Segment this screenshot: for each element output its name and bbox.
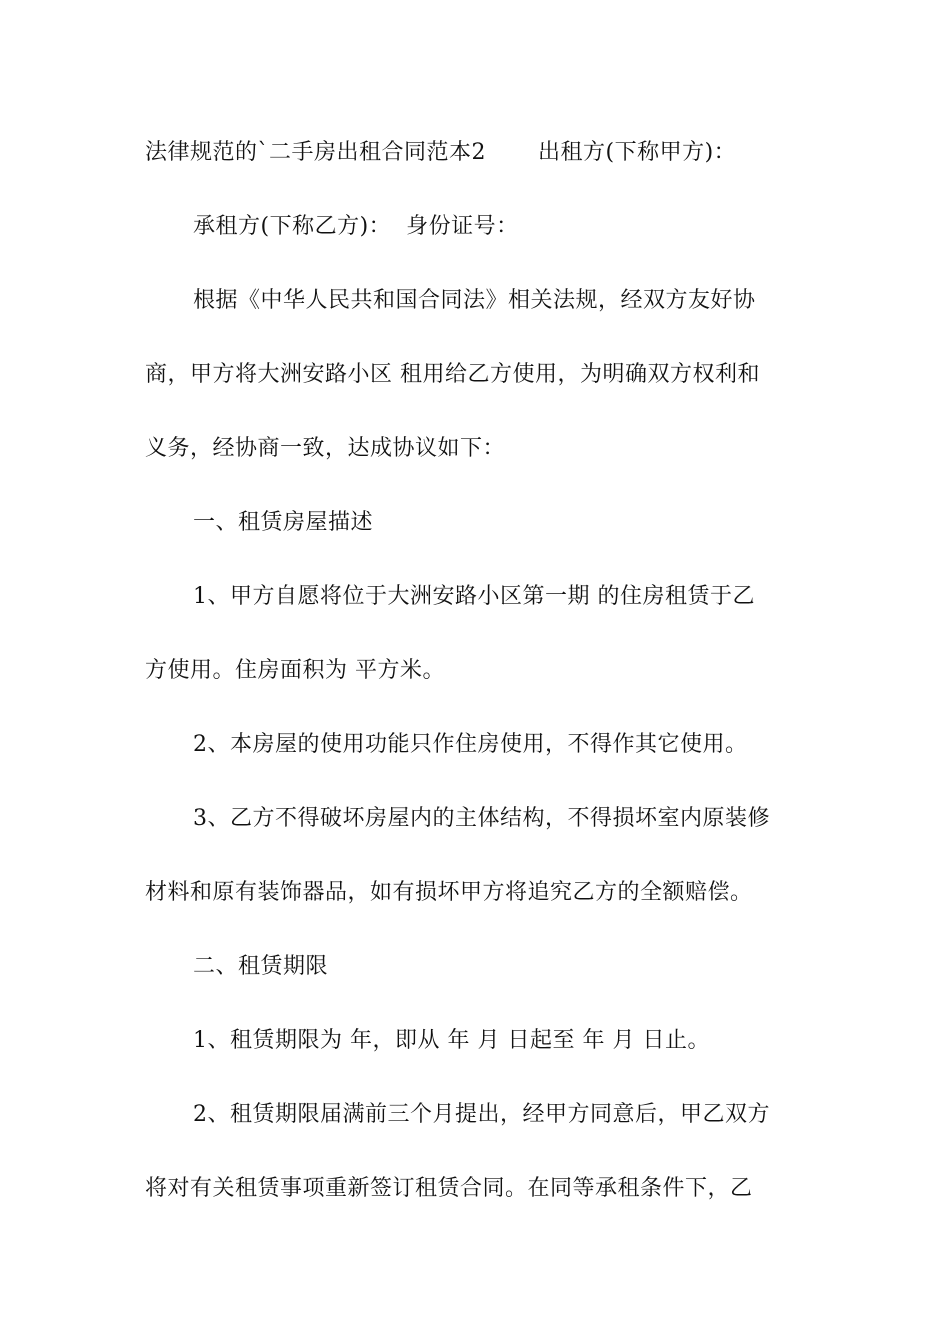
id-number-label: 身份证号：	[406, 214, 519, 239]
paragraph-line: 义务，经协商一致，达成协议如下：	[145, 436, 506, 461]
document-title: 法律规范的`二手房出租合同范本2	[145, 140, 486, 165]
paragraph-line: 2、本房屋的使用功能只作住房使用，不得作其它使用。	[193, 732, 748, 757]
lessee-line	[193, 212, 825, 242]
title-line	[145, 138, 825, 168]
paragraph-line: 3、乙方不得破坏房屋内的主体结构，不得损坏室内原装修	[193, 806, 770, 831]
paragraph-line: 1、租赁期限为 年，即从 年 月 日起至 年 月 日止。	[193, 1028, 710, 1053]
paragraph-line: 将对有关租赁事项重新签订租赁合同。在同等承租条件下，乙	[145, 1176, 753, 1201]
paragraph-line: 商，甲方将大洲安路小区 租用给乙方使用，为明确双方权利和	[145, 362, 760, 387]
section-heading: 二、租赁期限	[193, 954, 329, 979]
paragraph-line: 2、租赁期限届满前三个月提出，经甲方同意后，甲乙双方	[193, 1102, 770, 1127]
paragraph-line: 材料和原有装饰器品，如有损坏甲方将追究乙方的全额赔偿。	[145, 880, 753, 905]
paragraph-line: 根据《中华人民共和国合同法》相关法规，经双方友好协	[193, 288, 756, 313]
section-heading: 一、租赁房屋描述	[193, 510, 374, 535]
lessor-label: 出租方(下称甲方)：	[538, 140, 737, 165]
paragraph-line: 方使用。住房面积为 平方米。	[145, 658, 445, 683]
paragraph-line: 1、甲方自愿将位于大洲安路小区第一期 的住房租赁于乙	[193, 584, 755, 609]
lessee-label: 承租方(下称乙方)：	[193, 214, 392, 239]
